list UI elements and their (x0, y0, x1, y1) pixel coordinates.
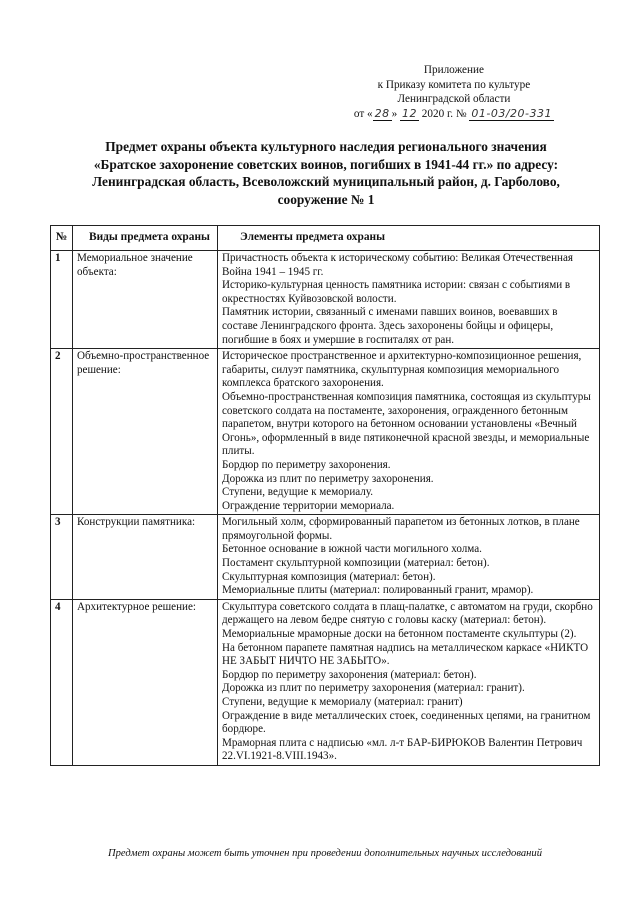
protection-table (50, 225, 600, 766)
element-item: Ограждение территории мемориала. (222, 499, 395, 512)
appendix-header (354, 63, 554, 121)
title-line-2: «Братское захоронение советских воинов, погибших в 1941-44 гг.» по адресу: (93, 156, 559, 172)
row-elements (218, 349, 600, 515)
row-elements (218, 599, 600, 765)
element-item: Ступени, ведущие к мемориалу (материал: гранит) (222, 696, 463, 708)
table-row (51, 251, 600, 349)
element-item: Скульптурная композиция (материал: бетон). (222, 570, 436, 583)
row-num: 1 (51, 251, 73, 349)
element-item: Постамент скульптурной композиции (материал: бетон). (222, 557, 490, 570)
row-elements (218, 251, 600, 349)
element-item: Мраморная плита с надписью «мл. л-т БАР-БИРЮКОВ Валентин Петрович 22.VI.1921-8.VIII.1943». (222, 736, 583, 763)
appendix-order-line (354, 107, 554, 122)
element-item: Могильный холм, сформированный парапетом из бетонных лотков, в плане прямоугольной формы. (222, 516, 580, 542)
element-item: Дорожка из плит по периметру захоронения. (222, 472, 434, 485)
header-type: Виды предмета охраны (73, 226, 218, 251)
header-elements: Элементы предмета охраны (218, 226, 600, 251)
title-line-1: Предмет охраны объекта культурного наследия регионального значения (105, 139, 547, 154)
row-type: Мемориальное значение объекта: (73, 251, 218, 349)
row-num: 2 (51, 349, 73, 515)
order-month: 12 (402, 106, 417, 120)
table-row (51, 515, 600, 600)
element-item: Историко-культурная ценность памятника истории: связан с событиями в окрестностях Куйвозовской волости. (222, 279, 571, 305)
element-item: Ограждение в виде металлических стоек, соединенных цепями, на гранитном бордюре. (222, 709, 591, 736)
element-item: Мемориальные плиты (материал: полированный гранит, мрамор). (222, 584, 534, 597)
element-item: На бетонном парапете памятная надпись на металлическом каркасе «НИКТО НЕ ЗАБЫТ НИЧТО НЕ ЗАБЫТО». (222, 641, 589, 668)
appendix-order-ref: к Приказу комитета по культуре (377, 78, 531, 91)
footnote: Предмет охраны может быть уточнен при проведении дополнительных научных исследований (107, 848, 543, 859)
row-elements (218, 515, 600, 600)
element-item: Скульптура советского солдата в плащ-палатке, с автоматом на груди, скорбно держащего на левом бедре снятую с головы каску (материал: бетон). (222, 600, 593, 627)
element-item: Мемориальные мраморные доски на бетонном постаменте скульптуры (2). (222, 628, 577, 641)
row-type: Объемно-пространственное решение: (73, 349, 218, 515)
order-prefix: от « (353, 107, 373, 120)
element-item: Бордюр по периметру захоронения. (222, 458, 391, 471)
table-header-row (51, 226, 600, 251)
order-mid: » (391, 107, 398, 120)
element-item: Причастность объекта к историческому событию: Великая Отечественная Война 1941 – 1945 гг. (222, 252, 573, 278)
title-line-3: Ленинградская область, Всеволожский муниципальный район, д. Гарболово, (92, 174, 560, 189)
element-item: Дорожка из плит по периметру захоронения (материал: гранит). (222, 682, 525, 695)
header-num: № (51, 226, 73, 251)
row-type: Конструкции памятника: (73, 515, 218, 600)
order-number: 01-03/20-331 (471, 106, 552, 120)
row-num: 4 (51, 599, 73, 765)
element-item: Бордюр по периметру захоронения (материал: бетон). (222, 668, 477, 681)
table-row (51, 349, 600, 515)
element-item: Историческое пространственное и архитектурно-композиционное решения, габариты, силуэт памятника, скульптурная композиция мемориального комплекса братского захоронения. (222, 350, 582, 390)
element-item: Памятник истории, связанный с именами павших воинов, воевавших в составе Ленинградского фронта. Здесь захоронены бойцы и офицеры, погибшие в боях и умершие в госпиталях от ран. (222, 306, 558, 346)
appendix-region: Ленинградской области (397, 93, 511, 105)
element-item: Ступени, ведущие к мемориалу. (222, 486, 374, 499)
document-title (40, 138, 612, 208)
appendix-label: Приложение (423, 64, 484, 76)
element-item: Бетонное основание в южной части могильного холма. (222, 543, 482, 556)
element-item: Объемно-пространственная композиция памятника, состоящая из скульптуры советского солдата на постаменте, захоронения, огражденного бетонным парапетом, внутри которого на бетонном основании установлены «Вечный Огонь», оформленный в виде пятиконечной красной звезды, и мемориальные плиты. (222, 390, 591, 458)
table-row (51, 599, 600, 765)
row-num: 3 (51, 515, 73, 600)
row-type: Архитектурное решение: (73, 599, 218, 765)
order-day: 28 (374, 106, 390, 120)
title-line-4: сооружение № 1 (277, 191, 375, 207)
order-year: 2020 г. № (421, 107, 467, 120)
